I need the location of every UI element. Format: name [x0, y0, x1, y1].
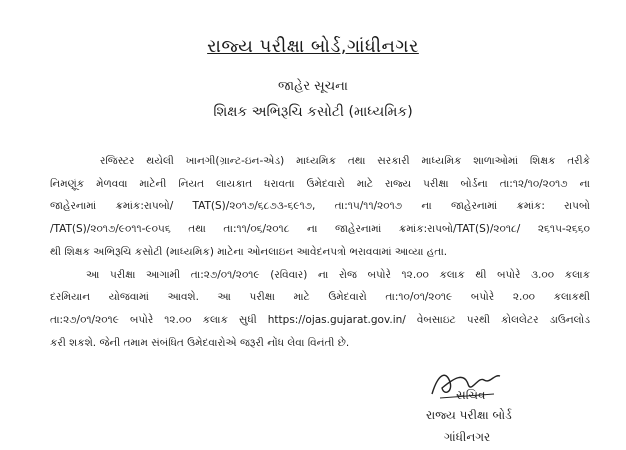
para2-line: કરી શકશે. જેની તમામ સંબંધિત ઉમેદવારોએ જરૂરી નોંધ લેવા વિનંતી છે.: [50, 337, 350, 349]
para1-line: થી શિક્ષક અભિરૂચિ કસોટી (માધ્યમિક) માટેના ઓનલાઇન આવેદનપત્રો ભરાવવામાં આવ્યા હતા.: [50, 246, 448, 258]
para1-line: જાહેરનામાં ક્રમાંક:રાપબો/ TAT(S)/૨૦૧૭/૬૮૭૩-૬૯૧૭, તા:૧૫/૧૧/૨૦૧૭ ના જાહેરનામાં ક્રમાંક: રાપબો: [50, 200, 590, 212]
para1-line: નિમણૂંક મેળવવા માટેની નિયત લાયકાત ધરાવતા ઉમેદવારો માટે રાજ્ય પરીક્ષા બોર્ડના તા:૧૨/૧૦/૨૦૧૭ ના: [50, 178, 590, 190]
public-notice-heading: જાહેર સૂચના: [278, 79, 348, 94]
signatory-office: રાજ્ય પરીક્ષા બોર્ડ: [426, 408, 512, 422]
exam-name-heading: શિક્ષક અભિરૂચિ કસોટી (માધ્યમિક): [213, 104, 413, 120]
para2-line: આ પરીક્ષા આગામી તા:૨૭/૦૧/૨૦૧૯ (રવિવાર) ના રોજ બપોરે ૧૨.૦૦ કલાક થી બપોરે ૩.૦૦ કલાક: [86, 269, 590, 281]
para1-line: /TAT(S)/૨૦૧૭/૯૦૧૧-૯૦૫૬ તથા તા:૧૧/૦૬/૨૦૧૮ ના જાહેરનામાં ક્રમાંક:રાપબો/TAT(S)/૨૦૧૮/ ૨૬૧૫-૨૬૬૦: [50, 223, 590, 235]
signatory-designation: સચિવ: [456, 388, 486, 402]
para2-line: દરમિયાન યોજવામાં આવશે. આ પરીક્ષા માટે ઉમેદવારો તા:૧૦/૦૧/૨૦૧૯ બપોરે ૨.૦૦ કલાકથી: [50, 291, 590, 303]
signatory-place: ગાંધીનગર: [444, 430, 491, 444]
para2-line: તા:૨૭/૦૧/૨૦૧૯ બપોરે ૧૨.૦૦ કલાક સુધી https://ojas.gujarat.gov.in/ વેબસાઇટ પરથી કોલલેટર ડાઉનલોડ: [50, 314, 590, 326]
para1-line: રજિસ્ટર થયેલી ખાનગી(ગ્રાન્ટ-ઇન-એડ) માધ્યમિક તથા સરકારી માધ્યમિક શાળાઓમાં શિક્ષક તરીકે: [100, 155, 590, 167]
board-title: રાજ્ય પરીક્ષા બોર્ડ,ગાંધીનગર: [207, 36, 419, 57]
